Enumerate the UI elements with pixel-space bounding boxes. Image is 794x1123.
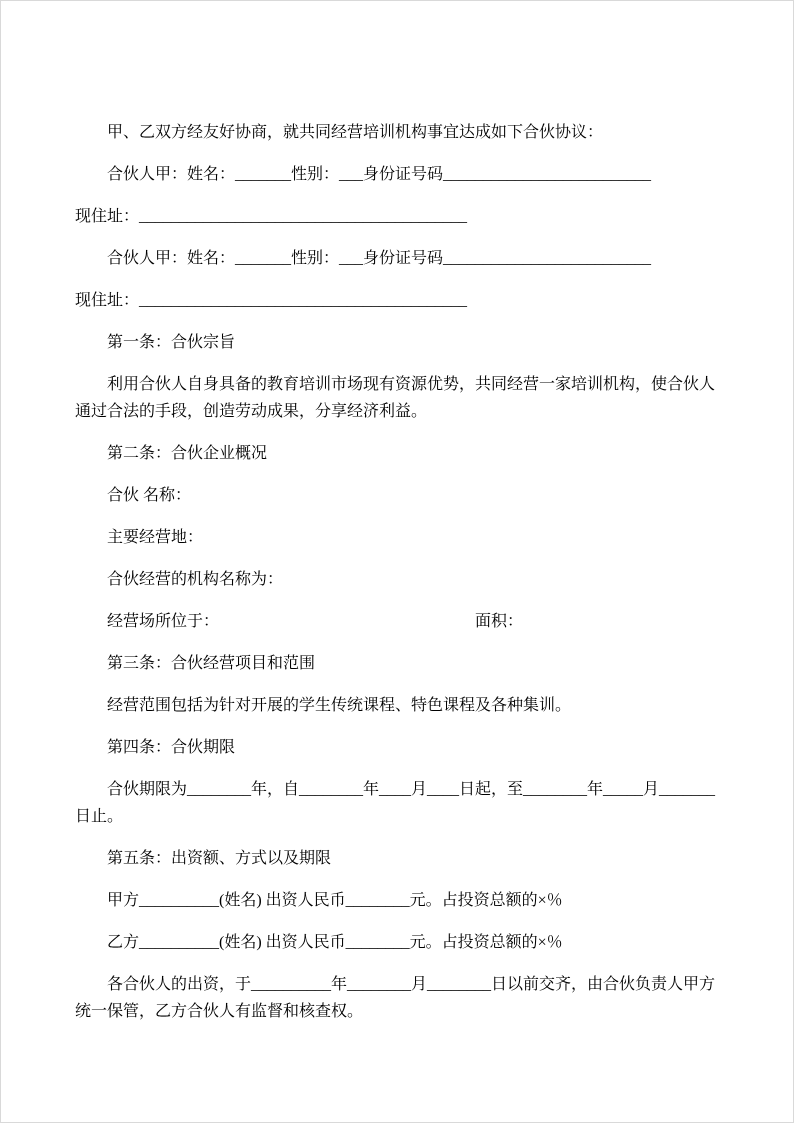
- main-place-line: 主要经营地：: [107, 529, 204, 546]
- intro-paragraph: 甲、乙双方经友好协商，就共同经营培训机构事宜达成如下合伙协议：: [107, 124, 604, 141]
- payment-deadline-line: 各合伙人的出资，于__________年________月________日以前交齐，由合伙负责人甲方统一保管，乙方合伙人有监督和核查权。: [75, 976, 716, 1020]
- premises-area-label: 面积：: [475, 613, 524, 630]
- partner-b-info-line: 合伙人甲：姓名：_______性别：___身份证号码__________________________: [107, 250, 652, 267]
- article3-body: 经营范围包括为针对开展的学生传统课程、特色课程及各种集训。: [107, 697, 572, 714]
- partner-a-info-line: 合伙人甲：姓名：_______性别：___身份证号码__________________________: [107, 166, 652, 183]
- article2-title: 第二条：合伙企业概况: [107, 445, 268, 462]
- article3-title: 第三条：合伙经营项目和范围: [107, 655, 316, 672]
- article4-title: 第四条：合伙期限: [107, 739, 236, 756]
- party-b-contribution-line: 乙方__________(姓名) 出资人民币________元。占投资总额的×％: [107, 934, 563, 951]
- partnership-name-line: 合伙 名称：: [107, 487, 192, 504]
- partnership-term-line: 合伙期限为________年，自________年____月____日起，至________年_____月_______日止。: [75, 781, 716, 825]
- partner-a-address-line: 现住址：_________________________________________: [75, 208, 468, 225]
- article5-title: 第五条：出资额、方式以及期限: [107, 850, 332, 867]
- article1-body: 利用合伙人自身具备的教育培训市场现有资源优势，共同经营一家培训机构，使合伙人通过合法的手段，创造劳动成果，分享经济利益。: [75, 376, 716, 420]
- article1-title: 第一条：合伙宗旨: [107, 334, 236, 351]
- party-a-contribution-line: 甲方__________(姓名) 出资人民币________元。占投资总额的×％: [107, 892, 563, 909]
- partner-b-address-line: 现住址：_________________________________________: [75, 292, 468, 309]
- premises-location-label: 经营场所位于：: [107, 613, 220, 630]
- org-name-line: 合伙经营的机构名称为：: [107, 571, 284, 588]
- premises-line: [75, 608, 720, 635]
